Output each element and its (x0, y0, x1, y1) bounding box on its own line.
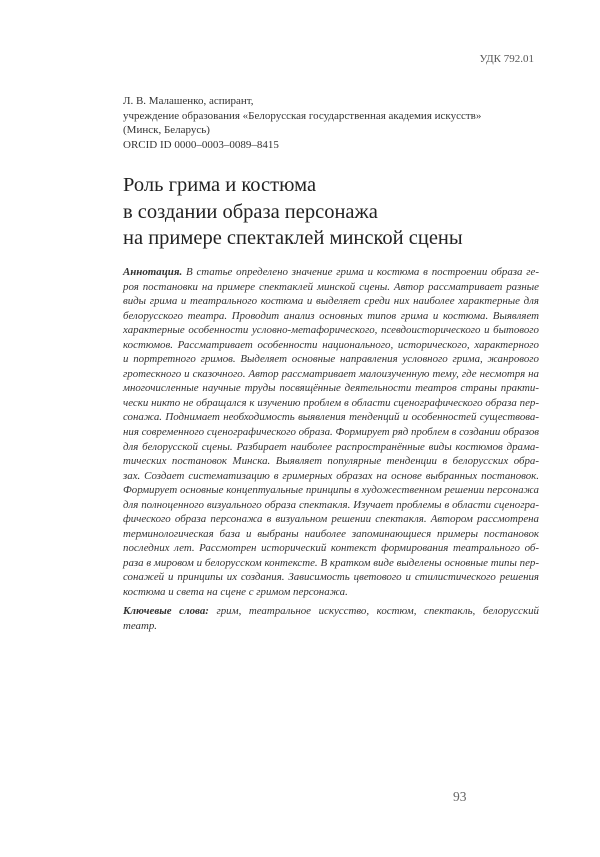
keywords (123, 604, 539, 633)
abstract-line: сонажей и принципы их создания. Зависимость цветового и стилистического решения (123, 571, 539, 584)
abstract-line: ния современного сценографического образа. Формирует ряд проблем в создании образов (123, 426, 539, 439)
abstract-line: сонажа. Поднимает необходимость выявления тенденций и особенностей существова- (123, 411, 539, 424)
keywords-text: грим, театральное искусство, костюм, спектакль, белорусский (216, 605, 539, 617)
abstract-line: костюма и света на сцене с гримом персонажа. (123, 586, 348, 599)
abstract-line: виды грима и театрального костюма и выделяет среди них наиболее характерные для (123, 295, 539, 308)
abstract-line: чески никто не обращался к изучению проблем в области сценографического образа пер- (123, 396, 539, 409)
abstract-line: Формирует основные концептуальные принципы в художественном решении персонажа (123, 484, 539, 497)
article-title (123, 172, 543, 252)
abstract-line: роя постановки на примере спектаклей минской сцены. Автор рассматривает разные (123, 280, 539, 293)
abstract (123, 265, 539, 600)
abstract-line (123, 265, 539, 280)
abstract-line: тических постановок Минска. Выявляет популярные тенденции в белорусских обра- (123, 455, 539, 468)
abstract-line: многочисленные научные труды посвящённые деятельности театров страны практи- (123, 382, 539, 395)
abstract-line: костюмов. Рассматривает особенности национального, исторического, характерного (123, 338, 539, 351)
abstract-line: для полноценного визуального образа спектакля. Изучает проблемы в области сценогра- (123, 498, 539, 511)
author-block (123, 94, 543, 153)
author-orcid-line: ORCID ID 0000–0003–0089–8415 (123, 139, 279, 152)
author-name-line: Л. В. Малашенко, аспирант, (123, 95, 254, 107)
author-location-line: (Минск, Беларусь) (123, 124, 210, 137)
abstract-line: раза в мировом и белорусском контексте. В кратком виде выделены основные типы пер- (123, 556, 539, 569)
title-line: на примере спектаклей минской сцены (123, 227, 463, 249)
keywords-line (123, 604, 539, 619)
abstract-label: Аннотация. (123, 266, 183, 278)
abstract-line: терминологическая база и выбраны наиболее запоминающиеся примеры постановок (123, 527, 539, 540)
udc-code: УДК 792.01 (479, 53, 534, 65)
abstract-line: гротескного и сказочного. Автор рассматривает малоизученную тему, где несмотря на (123, 367, 539, 380)
author-affiliation-line: учреждение образования «Белорусская государственная академия искусств» (123, 109, 482, 122)
abstract-line: фического образа персонажа в визуальном решении спектакля. Автором рассмотрена (123, 513, 539, 526)
abstract-line: белорусского театра. Проводит анализ основных типов грима и костюма. Выявляет (123, 309, 539, 322)
abstract-line: зах. Создает систематизацию в гримерных образах на основе выбранных постановок. (123, 469, 539, 482)
page-number: 93 (453, 789, 467, 804)
abstract-line: последних лет. Рассмотрен исторический контекст формирования театрального об- (123, 542, 539, 555)
title-line: Роль грима и костюма (123, 174, 317, 196)
keywords-line: театр. (123, 619, 158, 632)
abstract-line: для белорусской сцены. Разбирает наиболее распространённые виды костюмов драма- (123, 440, 539, 453)
abstract-line-text: В статье определено значение грима и костюма в построении образа ге- (185, 266, 539, 278)
abstract-line: характерные особенности условно-метафорического, псевдоисторического и бытового (123, 324, 539, 337)
keywords-label: Ключевые слова: (123, 605, 209, 617)
title-line: в создании образа персонажа (123, 200, 378, 223)
abstract-line: и портретного гримов. Выделяет основные направления условного грима, жанрового (123, 353, 539, 366)
